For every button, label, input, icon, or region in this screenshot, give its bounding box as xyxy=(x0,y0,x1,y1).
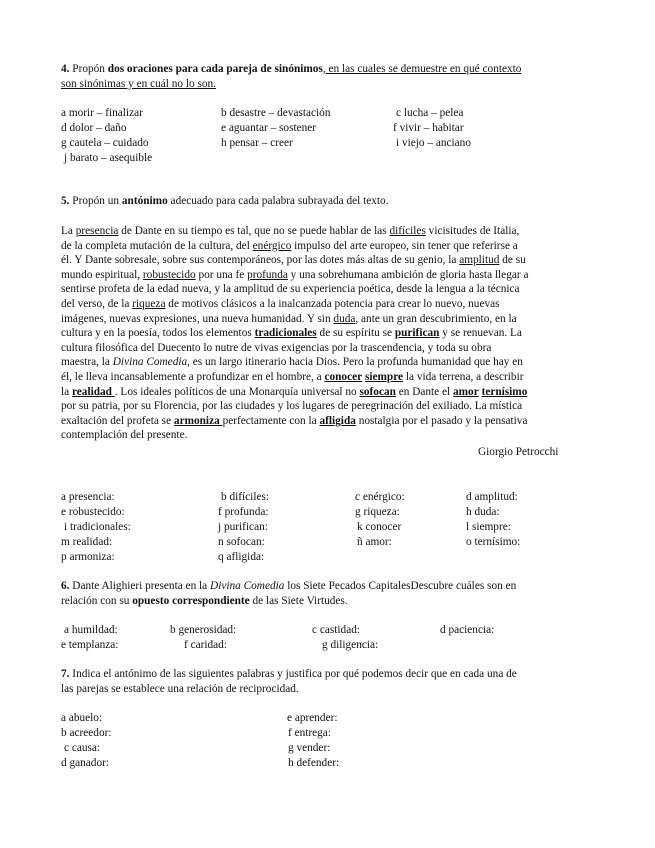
passage-text: de Dante en su tiempo es tal, que no se puede hablar de las xyxy=(118,225,390,237)
list-item: d paciencia: xyxy=(440,624,495,636)
passage-text: sofocan xyxy=(359,385,396,398)
list-item: d ganador: xyxy=(61,757,109,769)
passage-text: La xyxy=(61,225,76,237)
passage-text: mundo espiritual, xyxy=(61,268,143,281)
list-item: e aguantar – sostener xyxy=(221,122,317,134)
list-item: ñ amor: xyxy=(357,536,392,548)
passage-text: difíciles xyxy=(389,225,426,237)
list-item: l siempre: xyxy=(466,521,511,533)
passage-text: de su espíritu se xyxy=(316,327,395,340)
passage-text: conocer xyxy=(324,370,363,383)
list-item: p armoniza: xyxy=(61,551,115,563)
passage-text: ternísimo xyxy=(481,385,528,398)
list-item: b desastre – devastación xyxy=(221,107,331,119)
passage-text: perfectamente con la xyxy=(222,414,320,427)
passage-text: la vida terrena, a describir xyxy=(403,370,524,383)
passage-text: vicisitudes de Italia, xyxy=(425,225,520,237)
list-item: i viejo – anciano xyxy=(396,137,471,149)
passage-text: realidad xyxy=(71,385,115,398)
passage-text: él. Y Dante sobresale, sobre sus contemporáneos, por las dotes más altas de su genio, la xyxy=(61,254,460,267)
list-item: d dolor – daño xyxy=(61,122,127,134)
passage-text: robustecido xyxy=(142,268,196,281)
passage-text: , xyxy=(322,63,326,75)
passage-text: Indica el antónimo de las siguientes palabras y justifica por qué podemos decir que en cada una de xyxy=(69,668,517,680)
passage-text: amplitud xyxy=(459,254,500,267)
list-item: i tradicionales: xyxy=(64,521,131,533)
passage-text: presencia xyxy=(75,225,119,237)
list-item: h pensar – creer xyxy=(221,137,293,149)
passage-text: contemplación del presente. xyxy=(61,429,188,442)
list-item: j barato – asequible xyxy=(64,152,153,164)
list-item: g riqueza: xyxy=(355,506,400,518)
passage-text: Dante Alighieri presenta en la xyxy=(69,580,211,592)
passage-text: y una sobrehumana ambición de gloria hasta llegar a xyxy=(287,268,529,281)
author-name: Giorgio Petrocchi xyxy=(478,446,559,458)
passage-text: cultura y en la poesía, todos los elementos xyxy=(61,327,255,340)
list-item: b difíciles: xyxy=(221,491,270,503)
passage-text: amor xyxy=(453,385,479,398)
passage-text: imágenes, nuevas expresiones, una nueva humanidad. Y sin xyxy=(61,312,334,325)
passage-text: siempre xyxy=(364,370,404,383)
list-item: c causa: xyxy=(64,742,101,754)
passage-text: exaltación del profeta se xyxy=(61,414,174,427)
q5-number: 5. xyxy=(61,195,70,207)
passage-text: impulso del arte europeo, sin tener que referirse a xyxy=(291,239,518,252)
passage-text: opuesto correspondiente xyxy=(132,594,250,607)
passage-text: y se renuevan. La xyxy=(439,327,522,340)
passage-text: de motivos clásicos a la inalcanzada potencia para crear lo nuevo, nuevas xyxy=(165,297,500,310)
list-item: k conocer xyxy=(357,521,402,533)
passage-text: Divina Comedia xyxy=(112,356,188,369)
list-item: g vender: xyxy=(288,742,331,754)
passage-text: en las cuales se demuestre en qué contexto xyxy=(325,63,522,75)
dante-passage xyxy=(61,224,601,443)
passage-text: . Los ideales políticos de una Monarquía universal no xyxy=(114,385,360,398)
passage-text: tradicionales xyxy=(254,327,317,340)
list-item: a presencia: xyxy=(61,491,115,503)
passage-text: Propón xyxy=(69,63,108,75)
q6-number: 6. xyxy=(61,580,70,592)
passage-text: sentirse profeta de la edad nueva, y la amplitud de su experiencia poética, desde la lengua a la técnica xyxy=(61,283,520,296)
passage-text: duda xyxy=(333,312,356,325)
passage-text: él, le lleva incansablemente a profundizar en el hombre, a xyxy=(61,370,325,383)
q4-heading xyxy=(61,62,601,91)
list-item: c enérgico: xyxy=(355,491,405,503)
list-item: d amplitud: xyxy=(466,491,518,503)
q7-heading xyxy=(61,667,601,696)
passage-text: afligida xyxy=(319,414,356,427)
passage-text: riqueza xyxy=(132,297,166,310)
list-item: f caridad: xyxy=(184,639,227,651)
passage-text: dos oraciones para cada pareja de sinónimos xyxy=(107,63,323,75)
passage-text: relación con su xyxy=(61,594,133,607)
passage-text: cultura filosófica del Duecento lo nutre de vivas exigencias por la trascendencia, y toda su obra xyxy=(61,341,492,354)
passage-text: adecuado para cada palabra subrayada del texto. xyxy=(167,195,389,207)
passage-text: por su patria, por su Florencia, por las ciudades y los lugares de peregrinación del exiliado. La mística xyxy=(61,400,523,413)
passage-text: por una fe xyxy=(195,268,248,281)
list-item: c castidad: xyxy=(312,624,360,636)
passage-text: Propón un xyxy=(69,195,122,207)
list-item: f entrega: xyxy=(288,727,331,739)
list-item: f vivir – habitar xyxy=(393,122,464,134)
passage-text: antónimo xyxy=(121,195,168,207)
list-item: j purifican: xyxy=(218,521,268,533)
list-item: b generosidad: xyxy=(170,624,237,636)
q5-heading xyxy=(61,194,601,209)
passage-text: los Siete Pecados CapitalesDescubre cuáles son en xyxy=(284,580,517,592)
q7-number: 7. xyxy=(61,668,70,680)
passage-text: , es un largo itinerario hacia Dios. Pero la profunda humanidad que hay en xyxy=(187,356,523,369)
passage-text: enérgico xyxy=(252,239,292,252)
passage-text: la xyxy=(61,385,72,398)
list-item: c lucha – pelea xyxy=(396,107,464,119)
list-item: h duda: xyxy=(466,506,500,518)
passage-text: , ante un gran descubrimiento, en la xyxy=(355,312,517,325)
q4-number: 4. xyxy=(61,63,70,75)
list-item: a abuelo: xyxy=(61,712,103,724)
list-item: h defender: xyxy=(288,757,340,769)
list-item: a humildad: xyxy=(64,624,118,636)
list-item: e aprender: xyxy=(287,712,338,724)
passage-text: del verso, de la xyxy=(61,297,133,310)
list-item: n sofocan: xyxy=(218,536,265,548)
list-item: e robustecido: xyxy=(61,506,125,518)
passage-text: son sinónimas y en cuál no lo son. xyxy=(61,77,217,90)
passage-text: las parejas se establece una relación de reciprocidad. xyxy=(61,682,299,695)
list-item: q afligida: xyxy=(218,551,265,563)
passage-text: en Dante el xyxy=(395,385,453,398)
list-item: g cautela – cuidado xyxy=(61,137,149,149)
passage-text: de las Siete Virtudes. xyxy=(249,594,348,607)
passage-text: purifican xyxy=(394,327,440,340)
list-item: g diligencia: xyxy=(322,639,379,651)
q6-heading xyxy=(61,579,601,608)
passage-text: maestra, la xyxy=(61,356,113,369)
list-item: o ternísimo: xyxy=(466,536,521,548)
list-item: e templanza: xyxy=(61,639,119,651)
passage-text: de su xyxy=(499,254,526,267)
passage-text: nostalgia por el pasado y la pensativa xyxy=(355,414,528,427)
passage-text: Divina Comedia xyxy=(210,580,285,592)
list-item: m realidad: xyxy=(61,536,113,548)
passage-text: de la completa mutación de la cultura, del xyxy=(61,239,253,252)
passage-text: profunda xyxy=(247,268,288,281)
list-item: b acreedor: xyxy=(61,727,112,739)
list-item: a morir – finalizar xyxy=(61,107,143,119)
list-item: f profunda: xyxy=(218,506,269,518)
passage-text: armoniza xyxy=(173,414,223,427)
